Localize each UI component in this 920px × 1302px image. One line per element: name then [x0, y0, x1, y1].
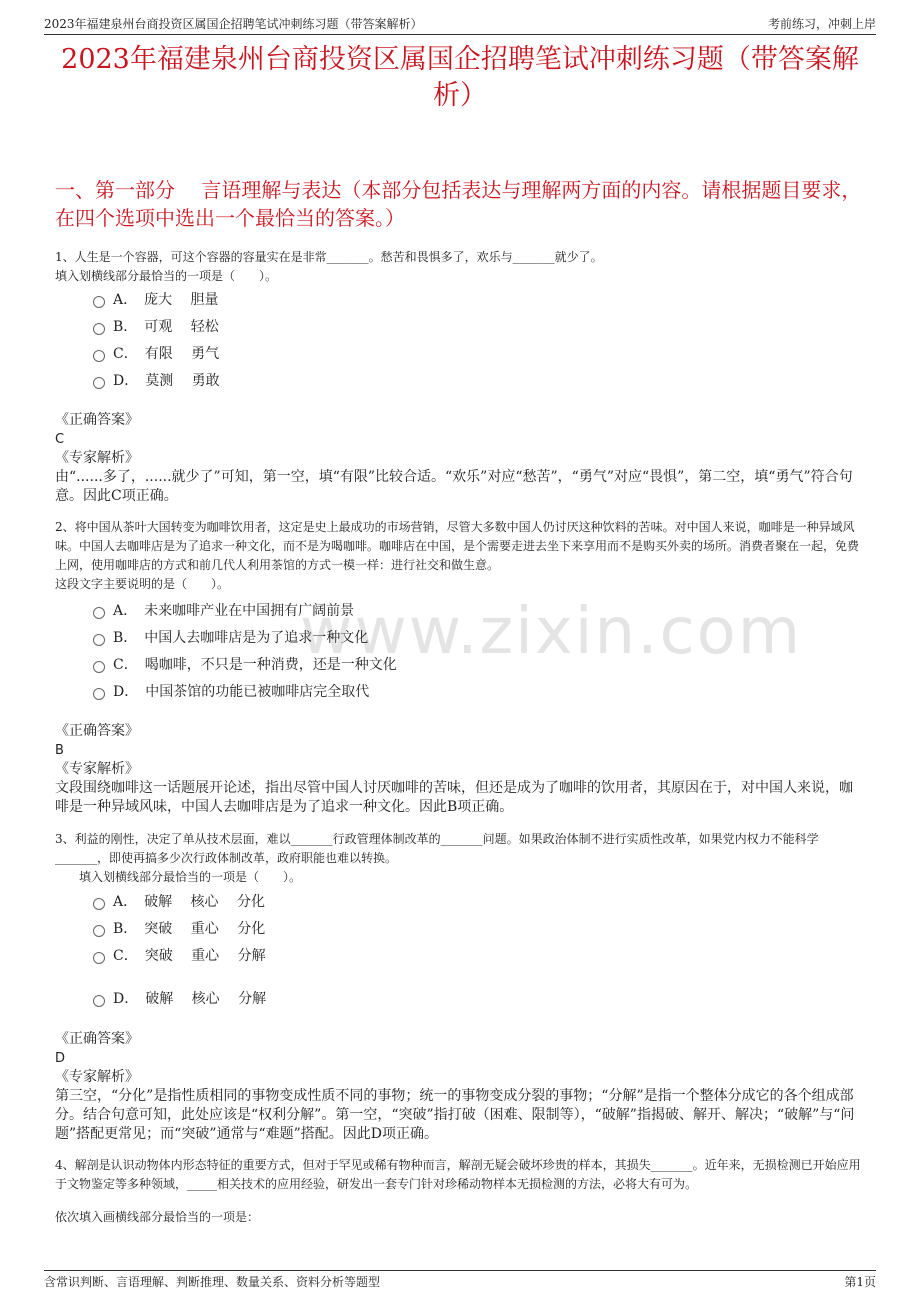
question-3 — [55, 830, 864, 887]
radio-button[interactable] — [93, 995, 105, 1007]
radio-button[interactable] — [93, 607, 105, 619]
option-a[interactable] — [93, 285, 220, 312]
footer-topics: 含常识判断、言语理解、判断推理、数量关系、资料分析等题型 — [44, 1275, 381, 1289]
radio-button[interactable] — [93, 925, 105, 937]
option-label: A． 庞大 胆量 — [113, 291, 219, 308]
radio-button[interactable] — [93, 323, 105, 335]
option-d[interactable] — [93, 677, 397, 704]
answer-letter: C — [55, 432, 65, 447]
analysis-text: 由“......多了，......就少了”可知，第一空，填“有限”比较合适。“欢乐”对应“愁苦”，“勇气”对应“畏惧”，第二空，填“勇气”符合句意。因此C项正确。 — [55, 469, 853, 504]
question-text: 2、将中国从茶叶大国转变为咖啡饮用者，这定是史上最成功的市场营销，尽管大多数中国人仍讨厌这种饮料的苦味。对中国人来说，咖啡是一种异域风味。中国人去咖啡店是为了追求一种文化，而不是为喝咖啡。咖啡店在中国，是个需要走进去坐下来享用而不是购买外卖的场所。消费者聚在一起，免费上网，使用咖啡店的方式和前几代人利用茶馆的方式一模一样：进行社交和做生意。 — [55, 520, 860, 572]
option-a[interactable] — [93, 596, 397, 623]
question-text: 4、解剖是认识动物体内形态特征的重要方式，但对于罕见或稀有物种而言，解剖无疑会破坏珍贵的样本，其损失_______。近年来，无损检测已开始应用于文物鉴定等多种领域，_____相关技术的应用经验，研发出一套专门针对珍稀动物样本无损检测的方法，必将大有可为。 — [55, 1158, 861, 1191]
radio-button[interactable] — [93, 898, 105, 910]
page-number: 第1页 — [844, 1275, 876, 1289]
analysis-text: 第三空，“分化”是指性质相同的事物变成性质不同的事物；统一的事物变成分裂的事物；“分解”是指一个整体分成它的各个组成部分。结合句意可知，此处应该是“权利分解”。第一空，“突破”指打破（困难、限制等），“破解”指揭破、解开、解决；“破解”与“问题”搭配更常见；而“突破”通常与“难题”搭配。因此D项正确。 — [55, 1088, 855, 1142]
option-d[interactable] — [93, 984, 266, 1011]
option-b[interactable] — [93, 623, 397, 650]
radio-button[interactable] — [93, 377, 105, 389]
option-label: A． 破解 核心 分化 — [113, 893, 266, 910]
option-b[interactable] — [93, 914, 266, 941]
radio-button[interactable] — [93, 952, 105, 964]
document-title: 2023年福建泉州台商投资区属国企招聘笔试冲刺练习题（带答案解析） — [61, 44, 859, 111]
option-label: C． 喝咖啡，不只是一种消费，还是一种文化 — [113, 656, 397, 673]
option-label: A． 未来咖啡产业在中国拥有广阔前景 — [113, 602, 355, 619]
question-1-answer — [55, 411, 864, 506]
answer-label: 《正确答案》 — [55, 412, 139, 428]
radio-button[interactable] — [93, 634, 105, 646]
header-slogan: 考前练习，冲刺上岸 — [767, 17, 876, 31]
question-3-options — [93, 887, 266, 1011]
option-label: C． 有限 勇气 — [113, 345, 220, 362]
analysis-label: 《专家解析》 — [55, 761, 139, 777]
answer-label: 《正确答案》 — [55, 1031, 139, 1047]
analysis-label: 《专家解析》 — [55, 450, 139, 466]
question-4 — [55, 1156, 864, 1227]
section-heading: 一、第一部分 言语理解与表达（本部分包括表达与理解两方面的内容。请根据题目要求，在四个选项中选出一个最恰当的答案。） — [55, 178, 862, 230]
question-prompt: 依次填入画横线部分最恰当的一项是： — [55, 1210, 260, 1224]
option-c[interactable] — [93, 339, 220, 366]
question-text: 1、人生是一个容器，可这个容器的容量实在是非常_______。愁苦和畏惧多了，欢乐与_______就少了。 — [55, 250, 603, 264]
option-c[interactable] — [93, 650, 397, 677]
option-label: D． 中国茶馆的功能已被咖啡店完全取代 — [113, 683, 370, 700]
question-prompt: 这段文字主要说明的是（ ）。 — [55, 577, 230, 591]
option-d[interactable] — [93, 366, 220, 393]
option-label: D． 破解 核心 分解 — [113, 990, 267, 1007]
answer-letter: B — [55, 743, 64, 758]
page-footer — [44, 1270, 876, 1290]
radio-button[interactable] — [93, 296, 105, 308]
radio-button[interactable] — [93, 661, 105, 673]
option-label: B． 突破 重心 分化 — [113, 920, 266, 937]
option-label: B． 可观 轻松 — [113, 318, 219, 335]
option-c[interactable] — [93, 941, 266, 968]
question-1 — [55, 248, 864, 286]
question-prompt: 填入划横线部分最恰当的一项是（ ）。 — [55, 269, 278, 283]
question-3-answer — [55, 1030, 864, 1144]
question-2-options — [93, 596, 397, 704]
option-a[interactable] — [93, 887, 266, 914]
question-text: 3、利益的刚性，决定了单从技术层面，难以_______行政管理体制改革的_______问题。如果政治体制不进行实质性改革，如果党内权力不能科学_______，即使再搞多少次行政体制改革，政府职能也难以转换。 — [55, 832, 819, 865]
analysis-label: 《专家解析》 — [55, 1069, 139, 1085]
question-2-answer — [55, 722, 864, 817]
header-doc-title: 2023年福建泉州台商投资区属国企招聘笔试冲刺练习题（带答案解析） — [44, 17, 423, 31]
option-label: B． 中国人去咖啡店是为了追求一种文化 — [113, 629, 369, 646]
option-label: D． 莫测 勇敢 — [113, 372, 220, 389]
question-1-options — [93, 285, 220, 393]
page-header — [44, 12, 876, 35]
question-2 — [55, 518, 864, 594]
radio-button[interactable] — [93, 688, 105, 700]
question-prompt: 填入划横线部分最恰当的一项是（ ）。 — [55, 870, 302, 884]
option-b[interactable] — [93, 312, 220, 339]
analysis-text: 文段围绕咖啡这一话题展开论述，指出尽管中国人讨厌咖啡的苦味，但还是成为了咖啡的饮用者，其原因在于，对中国人来说，咖啡是一种异域风味，中国人去咖啡店是为了追求一种文化。因此B项正确。 — [55, 780, 853, 815]
answer-label: 《正确答案》 — [55, 723, 139, 739]
option-label: C． 突破 重心 分解 — [113, 947, 266, 964]
radio-button[interactable] — [93, 350, 105, 362]
watermark: www.zixin.com — [300, 595, 803, 669]
answer-letter: D — [55, 1051, 66, 1066]
